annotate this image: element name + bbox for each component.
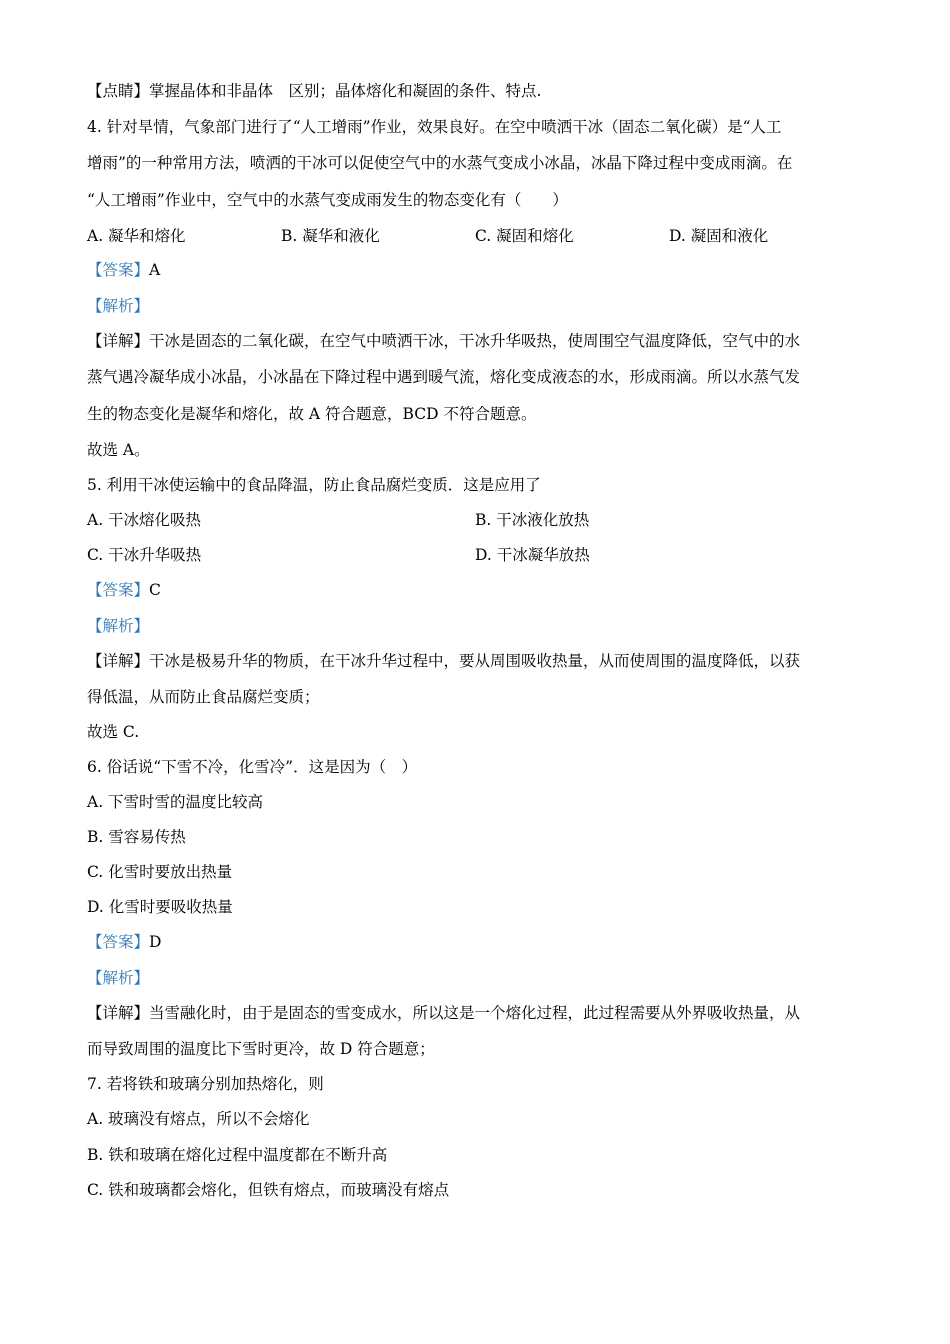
- q4-answer-tag: 【答案】: [87, 261, 150, 279]
- q4-answer-value: A: [149, 261, 161, 279]
- q5-answer: [87, 579, 161, 601]
- q5-answer-tag: 【答案】: [87, 581, 150, 599]
- q4-detail-1: [87, 330, 800, 352]
- q6-jiexi: 【解析】: [87, 969, 150, 987]
- q4-option-a: A. 凝华和熔化: [87, 227, 186, 245]
- q4-answer: [87, 259, 160, 281]
- q4-jiexi: 【解析】: [87, 297, 150, 315]
- q6-answer-value: D: [149, 933, 162, 951]
- q5-choose: 故选 C.: [87, 723, 140, 741]
- dianjing-tag: 【点睛】: [87, 82, 150, 100]
- q6-option-d: D. 化雪时要吸收热量: [87, 898, 233, 916]
- q4-option-d: D. 凝固和液化: [669, 227, 769, 245]
- q6-option-b: B. 雪容易传热: [87, 828, 186, 846]
- q5-answer-value: C: [149, 581, 161, 599]
- q6-detail-text-1: 当雪融化时，由于是固态的雪变成水，所以这是一个熔化过程，此过程需要从外界吸收热量，从: [149, 1004, 801, 1022]
- q5-stem: 5. 利用干冰使运输中的食品降温，防止食品腐烂变质．这是应用了: [87, 476, 541, 494]
- q4-option-b: B. 凝华和液化: [281, 227, 380, 245]
- q7-option-b: B. 铁和玻璃在熔化过程中温度都在不断升高: [87, 1146, 388, 1164]
- dianjing-text: 掌握晶体和非晶体 区别；晶体熔化和凝固的条件、特点.: [149, 82, 542, 100]
- q5-option-a: A. 干冰熔化吸热: [87, 511, 202, 529]
- q6-detail-1: [87, 1002, 800, 1024]
- q5-detail-text-1: 干冰是极易升华的物质，在干冰升华过程中，要从周围吸收热量，从而使周围的温度降低，以获: [149, 652, 801, 670]
- q4-detail-2: 蒸气遇冷凝华成小冰晶，小冰晶在下降过程中遇到暖气流，熔化变成液态的水，形成雨滴。所以水蒸气发: [87, 368, 801, 386]
- q5-jiexi: 【解析】: [87, 617, 150, 635]
- q4-stem-2: 增雨”的一种常用方法，喷洒的干冰可以促使空气中的水蒸气变成小冰晶，冰晶下降过程中变成雨滴。在: [87, 154, 793, 172]
- q5-option-c: C. 干冰升华吸热: [87, 546, 202, 564]
- q6-detail-tag: 【详解】: [87, 1004, 150, 1022]
- q7-option-c: C. 铁和玻璃都会熔化，但铁有熔点，而玻璃没有熔点: [87, 1181, 450, 1199]
- q4-detail-tag: 【详解】: [87, 332, 150, 350]
- q5-option-b: B. 干冰液化放热: [475, 511, 590, 529]
- q7-option-a: A. 玻璃没有熔点，所以不会熔化: [87, 1110, 310, 1128]
- q6-answer: [87, 931, 161, 953]
- q5-detail-tag: 【详解】: [87, 652, 150, 670]
- q4-option-c: C. 凝固和熔化: [475, 227, 574, 245]
- q6-stem: 6. 俗话说“下雪不冷，化雪冷”．这是因为（ ）: [87, 758, 418, 776]
- q4-stem-1: 4. 针对旱情，气象部门进行了“人工增雨”作业，效果良好。在空中喷洒干冰（固态二氧化碳）是“人工: [87, 118, 782, 136]
- q6-option-a: A. 下雪时雪的温度比较高: [87, 793, 264, 811]
- dianjing-line: [87, 80, 541, 102]
- q4-choose: 故选 A。: [87, 441, 150, 459]
- q5-detail-2: 得低温，从而防止食品腐烂变质；: [87, 688, 320, 706]
- q7-stem: 7. 若将铁和玻璃分别加热熔化，则: [87, 1075, 324, 1093]
- q6-detail-2: 而导致周围的温度比下雪时更冷，故 D 符合题意；: [87, 1040, 435, 1058]
- q6-option-c: C. 化雪时要放出热量: [87, 863, 233, 881]
- q5-detail-1: [87, 650, 800, 672]
- q4-detail-3: 生的物态变化是凝华和熔化，故 A 符合题意，BCD 不符合题意。: [87, 405, 537, 423]
- q4-stem-3: “人工增雨”作业中，空气中的水蒸气变成雨发生的物态变化有（ ）: [87, 191, 568, 209]
- q4-detail-text-1: 干冰是固态的二氧化碳，在空气中喷洒干冰，干冰升华吸热，使周围空气温度降低，空气中的水: [149, 332, 801, 350]
- q6-answer-tag: 【答案】: [87, 933, 150, 951]
- q5-option-d: D. 干冰凝华放热: [475, 546, 590, 564]
